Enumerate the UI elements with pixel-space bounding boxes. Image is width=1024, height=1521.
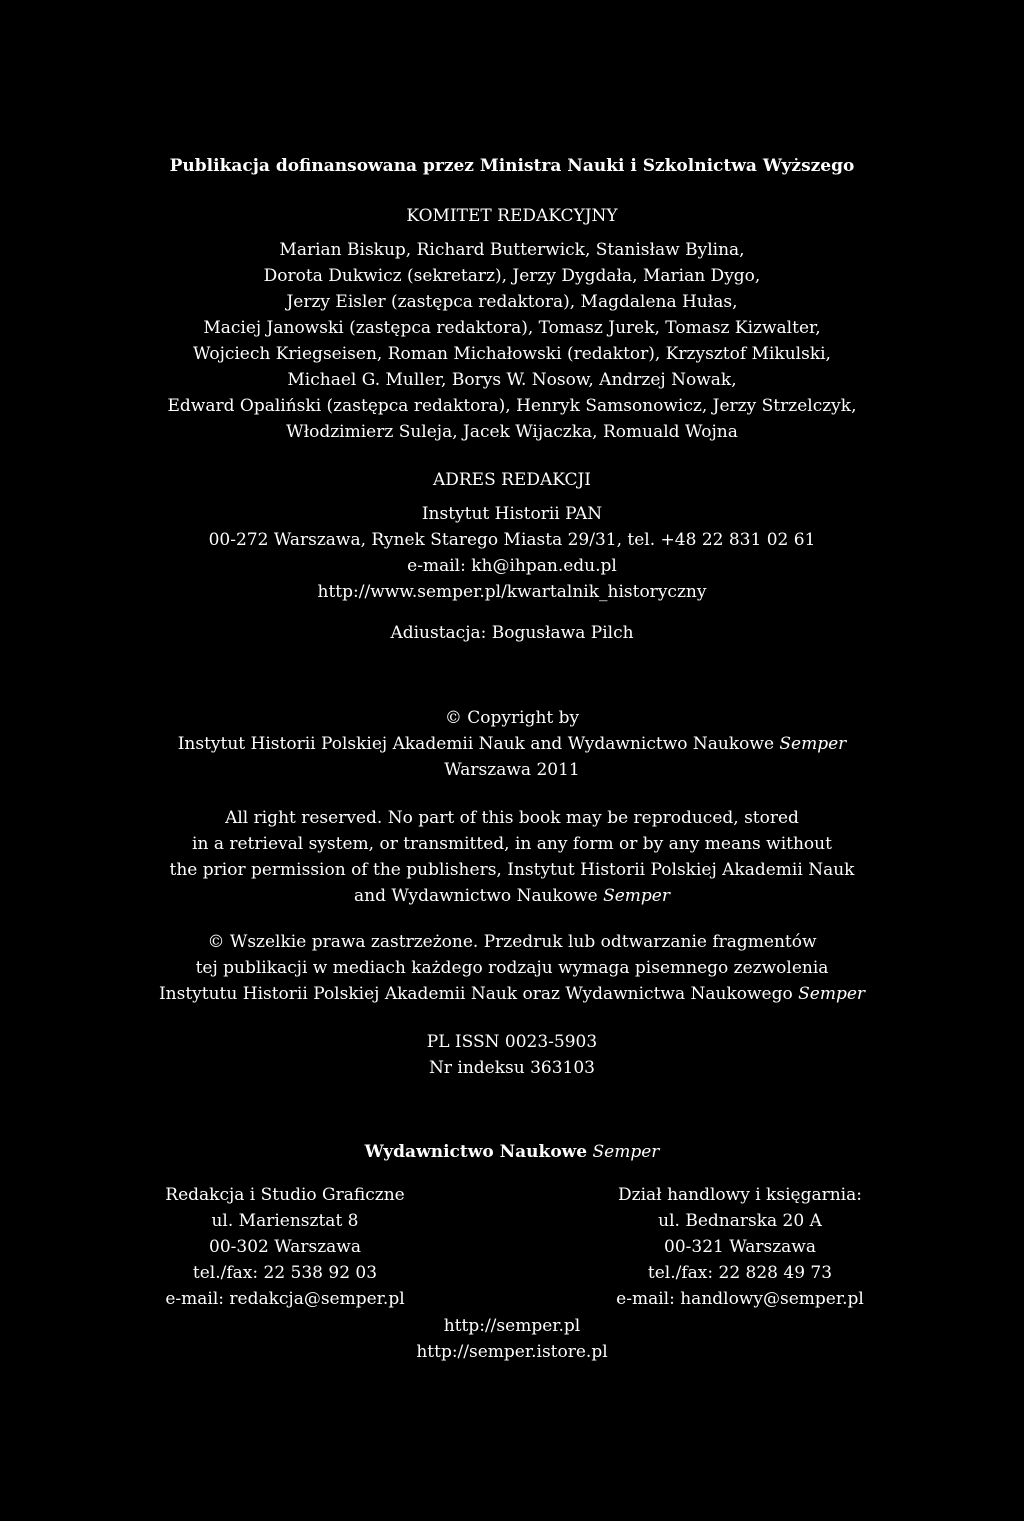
- semper-brand: Semper: [798, 984, 866, 1004]
- editorial-office-street: ul. Mariensztat 8: [211, 1211, 359, 1231]
- committee-line: Włodzimierz Suleja, Jacek Wijaczka, Romuald Wojna: [286, 422, 738, 442]
- address-heading: ADRES REDAKCJI: [432, 470, 592, 490]
- rights-english: [0, 805, 1024, 909]
- rights-en-line-3: the prior permission of the publishers, Instytut Historii Polskiej Akademii Nauk: [169, 860, 855, 880]
- sales-office-email: e-mail: handlowy@semper.pl: [616, 1289, 864, 1309]
- websites-block: [0, 1313, 1024, 1365]
- copyright-block: [0, 705, 1024, 783]
- sales-office-city: 00-321 Warszawa: [664, 1237, 816, 1257]
- issn-block: [0, 1029, 1024, 1081]
- rights-polish: [0, 929, 1024, 1007]
- committee-line: Marian Biskup, Richard Butterwick, Stanisław Bylina,: [279, 240, 745, 260]
- committee-line: Edward Opaliński (zastępca redaktora), Henryk Samsonowicz, Jerzy Strzelczyk,: [167, 396, 857, 416]
- website-url: http://semper.pl: [443, 1316, 581, 1336]
- semper-brand: Semper: [779, 734, 847, 754]
- committee-line: Michael G. Muller, Borys W. Nosow, Andrzej Nowak,: [287, 370, 737, 390]
- website-url: http://semper.istore.pl: [416, 1342, 608, 1362]
- issn-number: PL ISSN 0023-5903: [426, 1032, 598, 1052]
- committee-line: Wojciech Kriegseisen, Roman Michałowski (redaktor), Krzysztof Mikulski,: [193, 344, 831, 364]
- rights-en-publisher: and Wydawnictwo Naukowe: [354, 886, 598, 906]
- semper-brand: Semper: [603, 886, 670, 906]
- publisher-name: [0, 1139, 1024, 1165]
- copyright-line-1: © Copyright by: [444, 708, 580, 728]
- editorial-committee: [0, 203, 1024, 445]
- publisher-block: [0, 1139, 1024, 1165]
- rights-en-line-1: All right reserved. No part of this book may be reproduced, stored: [225, 808, 799, 828]
- sales-office-street: ul. Bednarska 20 A: [658, 1211, 822, 1231]
- editorial-office-email: e-mail: redakcja@semper.pl: [165, 1289, 405, 1309]
- index-number: Nr indeksu 363103: [428, 1058, 595, 1078]
- address-email: e-mail: kh@ihpan.edu.pl: [407, 556, 617, 576]
- funding-note: Publikacja dofinansowana przez Ministra Nauki i Szkolnictwa Wyższego: [169, 156, 855, 176]
- committee-line: Dorota Dukwicz (sekretarz), Jerzy Dygdała, Marian Dygo,: [263, 266, 761, 286]
- adjustment-credit: Adiustacja: Bogusława Pilch: [390, 623, 634, 643]
- funding-note-block: [0, 153, 1024, 179]
- address-institution: Instytut Historii PAN: [421, 504, 603, 524]
- rights-pl-line-3: [0, 981, 1024, 1007]
- editorial-office-title: Redakcja i Studio Graficzne: [165, 1185, 405, 1205]
- copyright-line-3: Warszawa 2011: [444, 760, 580, 780]
- address-street: 00-272 Warszawa, Rynek Starego Miasta 29/31, tel. +48 22 831 02 61: [208, 530, 816, 550]
- publisher-name-prefix: Wydawnictwo Naukowe: [364, 1142, 588, 1162]
- editorial-office-phone: tel./fax: 22 538 92 03: [192, 1263, 378, 1283]
- editorial-address: [0, 467, 1024, 605]
- copyright-holders: Instytut Historii Polskiej Akademii Nauk and Wydawnictwo Naukowe: [177, 734, 774, 754]
- committee-line: Maciej Janowski (zastępca redaktora), Tomasz Jurek, Tomasz Kizwalter,: [203, 318, 821, 338]
- committee-line: Jerzy Eisler (zastępca redaktora), Magdalena Hułas,: [286, 292, 738, 312]
- adjustment-block: [0, 620, 1024, 646]
- sales-office-phone: tel./fax: 22 828 49 73: [647, 1263, 833, 1283]
- committee-heading: KOMITET REDAKCYJNY: [406, 206, 618, 226]
- sales-office-title: Dział handlowy i księgarnia:: [618, 1185, 862, 1205]
- editorial-office-city: 00-302 Warszawa: [209, 1237, 361, 1257]
- copyright-line-2: [0, 731, 1024, 757]
- editorial-office-column: [130, 1182, 440, 1312]
- rights-pl-publisher: Instytutu Historii Polskiej Akademii Nauk oraz Wydawnictwa Naukowego: [158, 984, 793, 1004]
- rights-pl-line-2: tej publikacji w mediach każdego rodzaju wymaga pisemnego zezwolenia: [195, 958, 829, 978]
- rights-en-line-2: in a retrieval system, or transmitted, in any form or by any means without: [192, 834, 832, 854]
- address-url: http://www.semper.pl/kwartalnik_historyczny: [317, 582, 707, 602]
- sales-office-column: [585, 1182, 895, 1312]
- rights-pl-line-1: © Wszelkie prawa zastrzeżone. Przedruk lub odtwarzanie fragmentów: [207, 932, 817, 952]
- rights-en-line-4: [0, 883, 1024, 909]
- semper-brand: Semper: [592, 1142, 660, 1162]
